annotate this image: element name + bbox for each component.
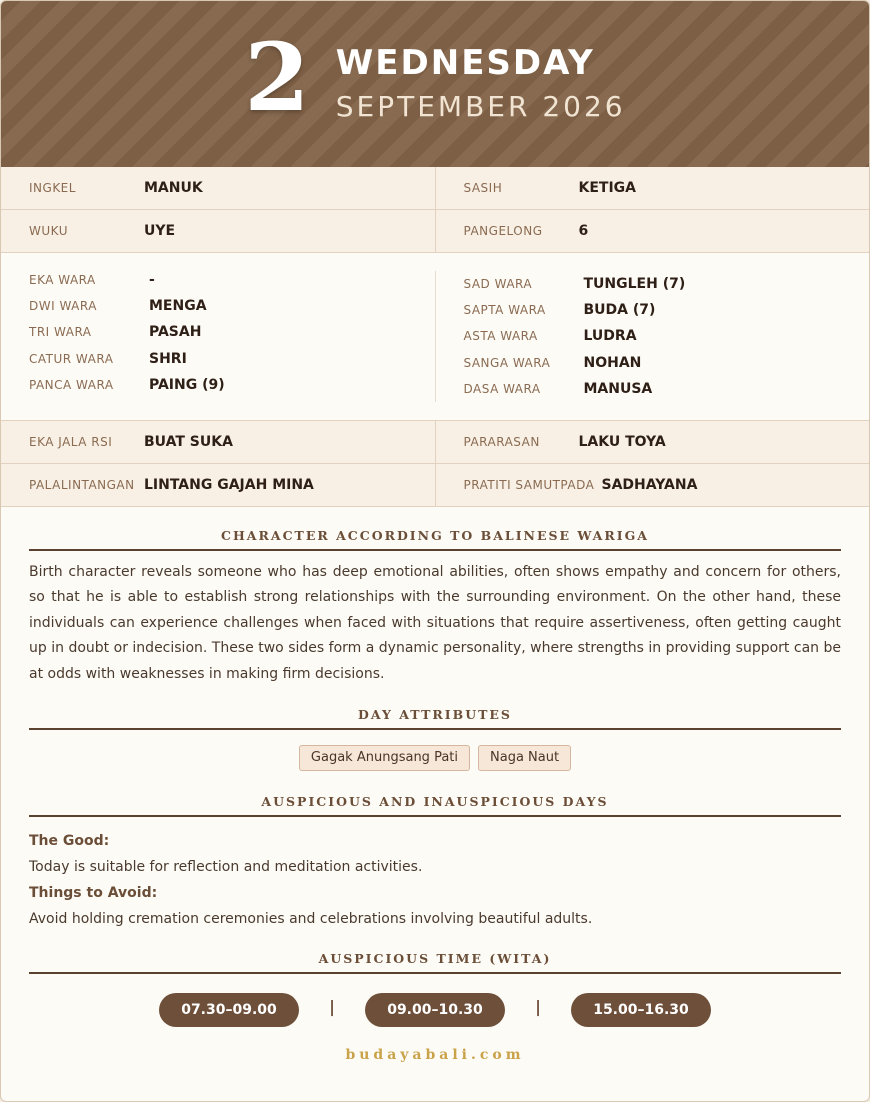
month-year: SEPTEMBER 2026 [335, 90, 626, 124]
info-label: PALALINTANGAN [29, 477, 135, 492]
wara-label: SANGA WARA [463, 355, 551, 370]
wara-item [464, 271, 870, 297]
info-value: KETIGA [578, 180, 636, 196]
good-text: Today is suitable for reflection and meditation activities. [29, 859, 423, 876]
time-separator: | [329, 996, 335, 1016]
times-list [29, 993, 841, 1027]
wara-item [464, 376, 870, 402]
wara-value: NOHAN [583, 354, 642, 371]
day-number: 2 [244, 23, 310, 133]
times-section [1, 951, 869, 1027]
wara-label: SAD WARA [463, 277, 533, 292]
wara-value: LUDRA [583, 328, 637, 345]
info-row-ingkel-sasih [1, 167, 869, 210]
wara-label: PANCA WARA [29, 377, 114, 392]
character-section [1, 528, 869, 688]
info-cell-palalintangan [1, 464, 435, 506]
attributes-section [1, 707, 869, 771]
time-slot: 09.00–10.30 [365, 993, 505, 1027]
wara-label: ASTA WARA [463, 329, 538, 344]
times-title: AUSPICIOUS TIME (WITA) [29, 951, 841, 974]
info-value: LINTANG GAJAH MINA [144, 476, 314, 493]
wara-item [29, 372, 435, 398]
info-value: MANUK [144, 180, 203, 196]
info-value: LAKU TOYA [578, 433, 666, 450]
wara-item [464, 297, 870, 323]
info-value: SADHAYANA [601, 476, 698, 493]
wara-column-right [435, 271, 870, 402]
wara-grid [1, 253, 869, 421]
attribute-tag: Naga Naut [478, 745, 571, 771]
time-slot: 07.30–09.00 [159, 993, 299, 1027]
wara-label: EKA WARA [29, 273, 96, 288]
avoid-text: Avoid holding cremation ceremonies and celebrations involving beautiful adults. [29, 911, 593, 928]
character-title: CHARACTER ACCORDING TO BALINESE WARIGA [29, 528, 841, 551]
wara-value: MENGA [149, 298, 207, 315]
wara-value: BUDA (7) [583, 302, 656, 319]
info-label: EKA JALA RSI [29, 434, 113, 449]
info-value: 6 [578, 223, 589, 239]
time-slot: 15.00–16.30 [571, 993, 711, 1027]
time-separator: | [535, 996, 541, 1016]
wara-value: SHRI [149, 350, 187, 367]
info-cell-sasih [435, 167, 870, 209]
wara-item [464, 323, 870, 349]
wara-item [464, 350, 870, 376]
auspicious-section [1, 794, 869, 932]
wara-column-left [1, 267, 435, 406]
info-cell-pangelong [435, 210, 870, 252]
info-value: UYE [144, 223, 176, 239]
attributes-title: DAY ATTRIBUTES [29, 707, 841, 730]
wara-value: PASAH [149, 324, 202, 341]
info-cell-pararasan [435, 421, 870, 463]
date-header [1, 1, 869, 167]
info-label: WUKU [29, 224, 68, 238]
info-cell-pratiti-samutpada [435, 464, 870, 506]
wara-label: TRI WARA [29, 325, 92, 340]
wara-value: TUNGLEH (7) [583, 276, 686, 293]
character-text: Birth character reveals someone who has deep emotional abilities, often shows empathy and concern for others, so that he is able to establish strong relationships with the surrounding environment. On the other hand, these individuals can experience challenges when faced with situations that require assertiveness, often getting caught up in doubt or indecision. These two sides form a dynamic personality, where strengths in providing support can be at odds with weaknesses in making firm decisions. [29, 563, 841, 682]
info-label: PRATITI SAMUTPADA [463, 477, 595, 492]
info-cell-eka-jala-rsi [1, 421, 435, 463]
attributes-list [29, 745, 841, 771]
info-label: INGKEL [29, 181, 76, 195]
wara-label: DWI WARA [29, 299, 97, 314]
wara-item [29, 319, 435, 345]
info-label: PANGELONG [463, 224, 543, 238]
wara-item [29, 293, 435, 319]
attribute-tag: Gagak Anungsang Pati [299, 745, 470, 771]
auspicious-title: AUSPICIOUS AND INAUSPICIOUS DAYS [29, 794, 841, 817]
wara-label: SAPTA WARA [463, 303, 546, 318]
footer-site: budayabali.com [345, 1047, 525, 1064]
wara-value: - [149, 272, 155, 289]
wara-item [29, 267, 435, 293]
info-row-wuku-pangelong [1, 210, 869, 253]
wara-item [29, 346, 435, 372]
wara-value: PAING (9) [149, 376, 225, 393]
info-value: BUAT SUKA [144, 433, 233, 450]
avoid-label: Things to Avoid: [29, 885, 158, 902]
wara-label: DASA WARA [463, 381, 541, 396]
date-text [335, 42, 626, 124]
wara-label: CATUR WARA [29, 351, 114, 366]
info-row-palalintangan-pratiti [1, 464, 869, 507]
wara-value: MANUSA [583, 380, 653, 397]
info-label: SASIH [463, 181, 503, 195]
info-cell-ingkel [1, 167, 435, 209]
info-row-ekajala-pararasan [1, 421, 869, 464]
info-cell-wuku [1, 210, 435, 252]
good-label: The Good: [29, 833, 110, 850]
info-label: PARARASAN [463, 434, 540, 449]
weekday: WEDNESDAY [335, 42, 595, 83]
auspicious-body [29, 828, 841, 932]
